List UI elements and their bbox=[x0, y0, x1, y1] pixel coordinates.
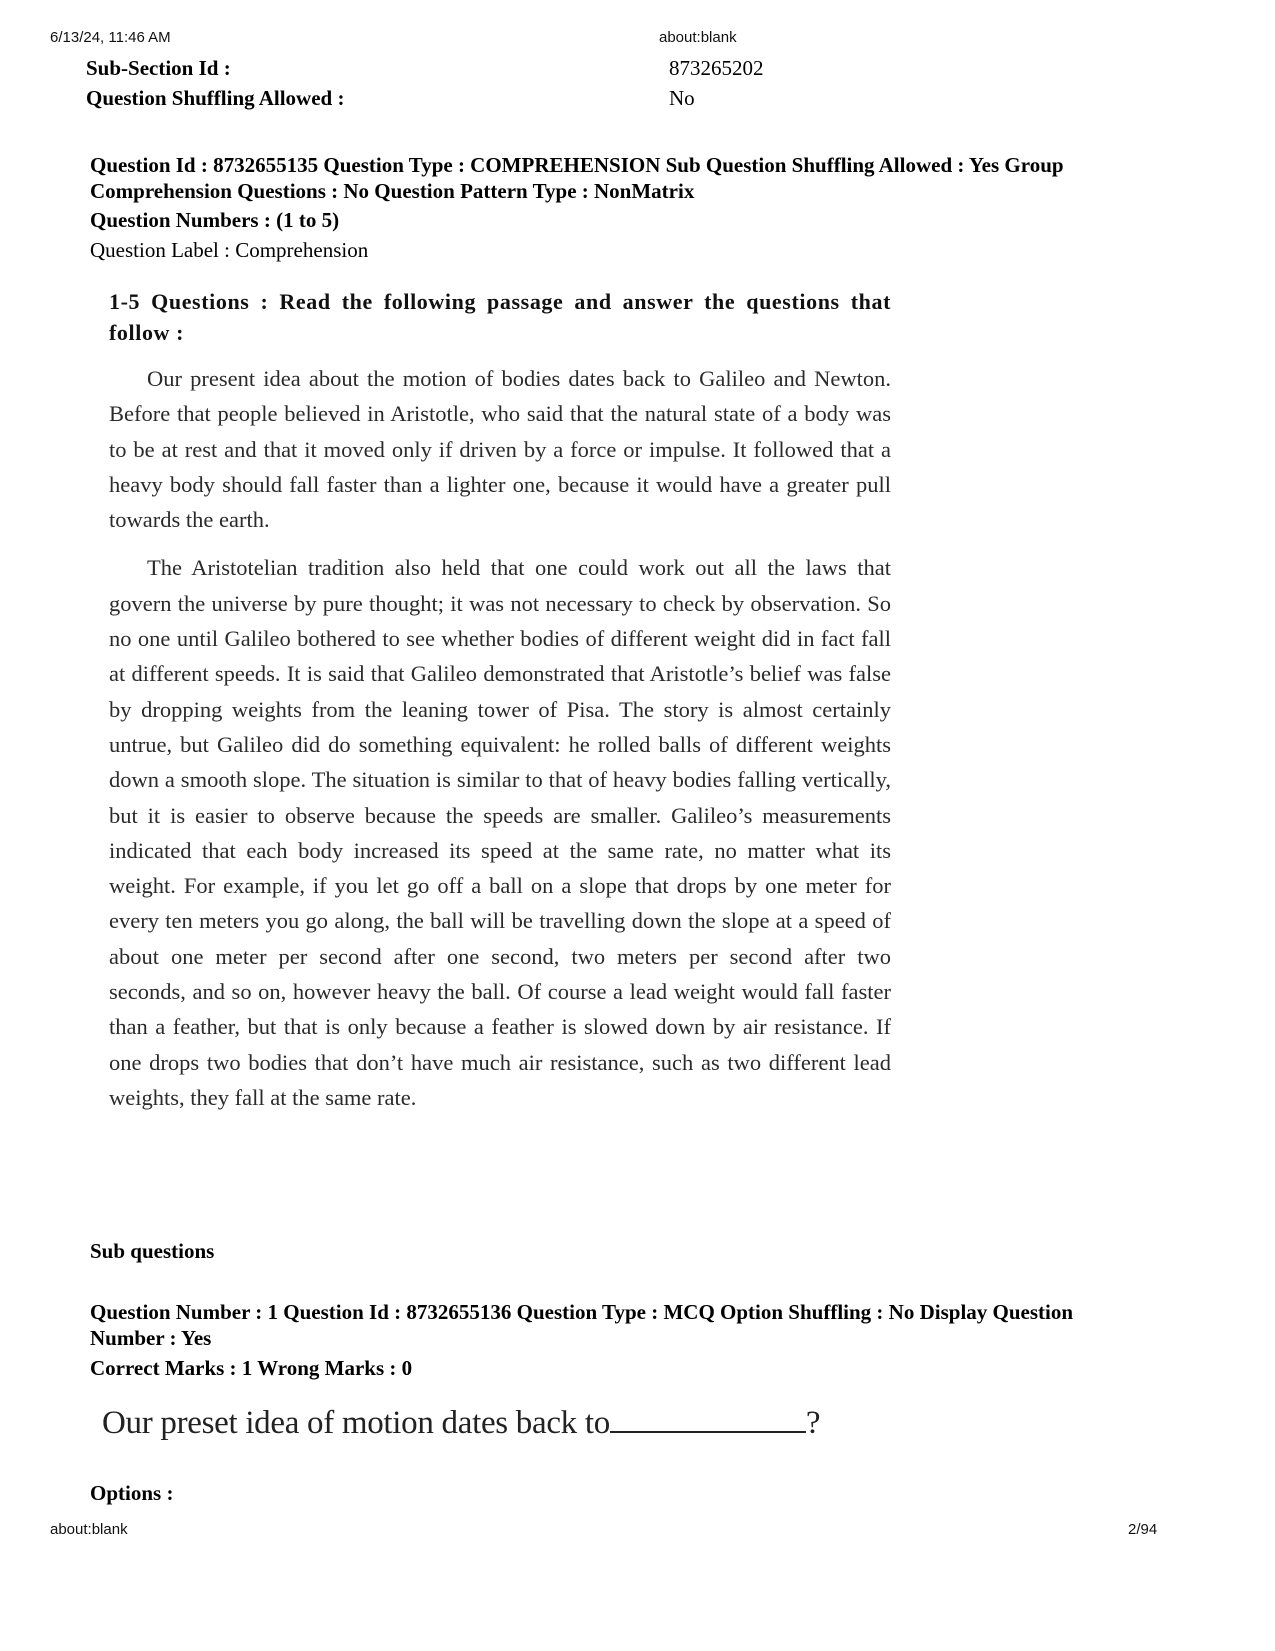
print-page-number: 2/94 bbox=[1128, 1521, 1158, 1538]
passage-paragraph-2: The Aristotelian tradition also held that one could work out all the laws that govern the universe by pure thought; it was not necessary to check by observation. So no one until Galileo bothered to see whether bodies of different weight did in fact fall at different speeds. It is said that Galileo demonstrated that Aristotle’s belief was false by dropping weights from the leaning tower of Pisa. The story is almost certainly untrue, but Galileo did do something equivalent: he rolled balls of different weights down a smooth slope. The situation is similar to that of heavy bodies falling vertically, but it is easier to observe because the speeds are smaller. Galileo’s measurements indicated that each body increased its speed at the same rate, no matter what its weight. For example, if you let go off a ball on a slope that drops by one meter for every ten meters you go along, the ball will be travelling down the slope at a speed of about one meter per second after one second, two meters per second after two seconds, and so on, however heavy the ball. Of course a lead weight would fall faster than a feather, but that is only because a feather is slowed down by air resistance. If one drops two bodies that don’t have much air resistance, such as two different lead weights, they fall at the same rate. bbox=[109, 555, 891, 1110]
comprehension-meta bbox=[90, 152, 1200, 204]
question-shuffling-label: Question Shuffling Allowed : bbox=[86, 86, 345, 110]
print-page-title: about:blank bbox=[659, 29, 737, 46]
question-shuffling-value: No bbox=[669, 86, 695, 110]
question-numbers: Question Numbers : (1 to 5) bbox=[90, 208, 340, 232]
question-1-meta bbox=[90, 1299, 1200, 1351]
answer-blank bbox=[610, 1405, 806, 1433]
question-1-marks: Correct Marks : 1 Wrong Marks : 0 bbox=[90, 1356, 413, 1380]
print-datetime: 6/13/24, 11:46 AM bbox=[50, 29, 171, 46]
passage-paragraph-1: Our present idea about the motion of bodies dates back to Galileo and Newton. Before that people believed in Aristotle, who said that the natural state of a body was to be at rest and that it moved only if driven by a force or impulse. It followed that a heavy body should fall faster than a lighter one, because it would have a greater pull towards the earth. bbox=[109, 366, 891, 533]
question-1-text-after: ? bbox=[805, 1405, 821, 1441]
question-1-text bbox=[102, 1405, 820, 1442]
options-label: Options : bbox=[90, 1481, 174, 1505]
question-1-text-before: Our preset idea of motion dates back to bbox=[102, 1405, 610, 1441]
subsection-id-value: 873265202 bbox=[669, 56, 764, 80]
passage-title: 1-5 Questions : Read the following passage and answer the questions that follow : bbox=[109, 289, 891, 345]
question-label: Question Label : Comprehension bbox=[90, 238, 369, 262]
question-1-meta-line1: Question Number : 1 Question Id : 8732655136 Question Type : MCQ Option Shuffling : No Display Question bbox=[90, 1300, 1074, 1324]
comprehension-meta-line2: Comprehension Questions : No Question Pattern Type : NonMatrix bbox=[90, 179, 695, 203]
passage-image bbox=[109, 286, 891, 1115]
comprehension-meta-line1: Question Id : 8732655135 Question Type : COMPREHENSION Sub Question Shuffling Allowed : Yes Group bbox=[90, 153, 1064, 177]
print-footer-url: about:blank bbox=[50, 1521, 128, 1538]
sub-questions-heading: Sub questions bbox=[90, 1239, 215, 1263]
subsection-id-label: Sub-Section Id : bbox=[86, 56, 231, 80]
question-1-meta-line2: Number : Yes bbox=[90, 1326, 212, 1350]
